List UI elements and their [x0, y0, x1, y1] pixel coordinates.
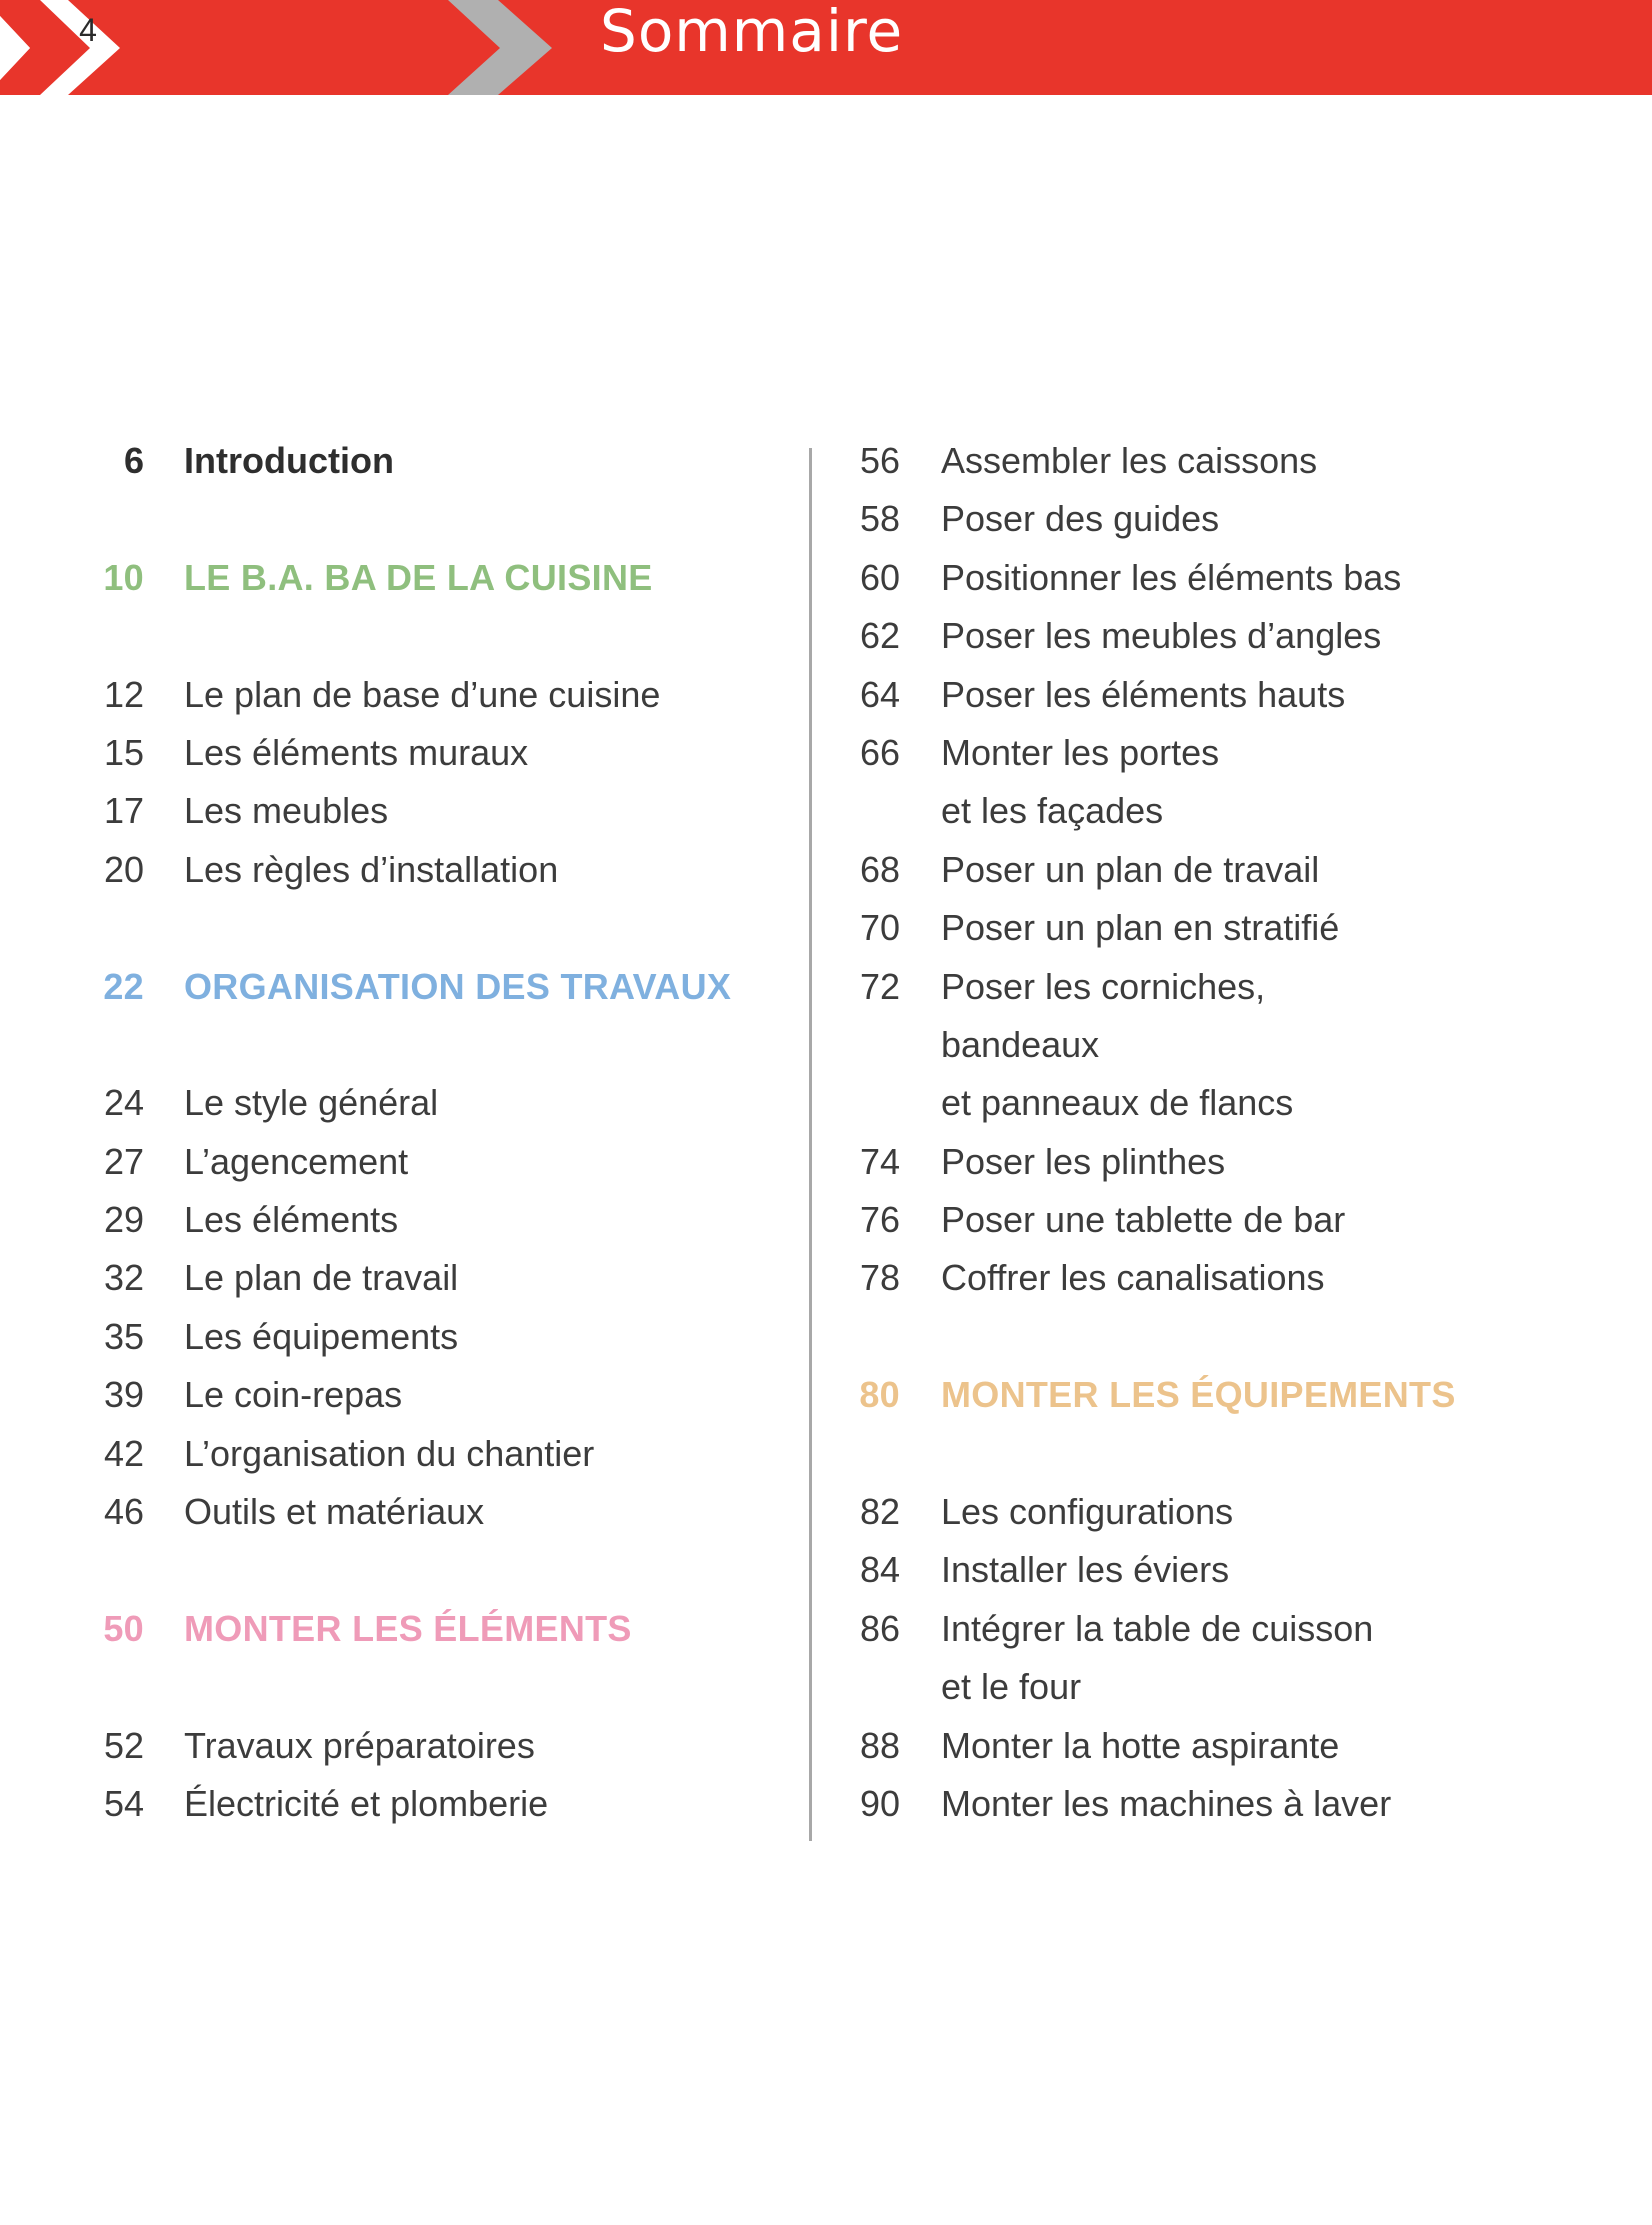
toc-right-column [840, 432, 1620, 1833]
toc-entry [840, 1658, 1620, 1716]
toc-entry-title: Les règles d’installation [184, 848, 559, 890]
toc-entry [840, 1016, 1620, 1074]
toc-page-number: 10 [103, 556, 144, 598]
toc-page-number: 27 [103, 1140, 144, 1182]
toc-entry [840, 490, 1620, 548]
toc-page-number: 82 [859, 1491, 900, 1533]
toc-entry [0, 1074, 800, 1132]
toc-section-heading [0, 958, 800, 1016]
toc-entry [0, 724, 800, 782]
toc-entry [840, 1191, 1620, 1249]
toc-entry-title: ORGANISATION DES TRAVAUX [184, 965, 732, 1007]
toc-entry [840, 1074, 1620, 1132]
toc-entry [840, 607, 1620, 665]
toc-entry-title: L’organisation du chantier [184, 1432, 595, 1474]
toc-entry-title: Monter les machines à laver [941, 1782, 1392, 1824]
toc-entry-title: Poser des guides [941, 498, 1220, 540]
toc-entry-title: et le four [941, 1666, 1082, 1708]
toc-entry [840, 841, 1620, 899]
toc-page-number: 62 [859, 615, 900, 657]
toc-page-number: 90 [859, 1782, 900, 1824]
toc-page-number: 68 [859, 848, 900, 890]
toc-page-number: 35 [103, 1315, 144, 1357]
toc-entry-title: Positionner les éléments bas [941, 556, 1402, 598]
toc-entry-title: Intégrer la table de cuisson [941, 1607, 1374, 1649]
toc-page-number: 70 [859, 907, 900, 949]
toc-intro-entry [0, 432, 800, 490]
toc-entry-title: Assembler les caissons [941, 440, 1318, 481]
toc-section-heading [0, 1600, 800, 1658]
toc-entry [0, 666, 800, 724]
toc-entry [840, 1600, 1620, 1658]
toc-page-number: 54 [103, 1782, 144, 1824]
page-number: 4 [79, 12, 97, 48]
toc-entry-title: et panneaux de flancs [941, 1082, 1294, 1124]
toc-section-heading [0, 549, 800, 607]
toc-entry-title: Poser les éléments hauts [941, 673, 1346, 715]
toc-page-number: 60 [859, 556, 900, 598]
toc-entry-title: Électricité et plomberie [184, 1782, 549, 1824]
toc-page-number: 17 [103, 790, 144, 832]
toc-page-number: 58 [859, 498, 900, 540]
spacer [0, 490, 800, 548]
toc-entry [840, 899, 1620, 957]
header-banner [0, 0, 1652, 95]
toc-entry-title: Les meubles [184, 790, 389, 832]
toc-page-number: 39 [103, 1374, 144, 1416]
toc-entry-title: Le plan de base d’une cuisine [184, 673, 661, 715]
toc-entry [0, 1133, 800, 1191]
toc-entry [0, 782, 800, 840]
toc-entry-title: Les configurations [941, 1491, 1234, 1533]
toc-entry [0, 1191, 800, 1249]
spacer [0, 1658, 800, 1716]
toc-page-number: 6 [123, 440, 144, 481]
toc-entry-title: MONTER LES ÉLÉMENTS [184, 1607, 632, 1649]
toc-entry [840, 1717, 1620, 1775]
toc-entry [840, 1483, 1620, 1541]
toc-page-number: 52 [103, 1724, 144, 1766]
toc-entry [0, 1249, 800, 1307]
toc-entry-title: bandeaux [941, 1023, 1100, 1065]
toc-entry-title: MONTER LES ÉQUIPEMENTS [941, 1374, 1456, 1416]
toc-entry-title: Monter les portes [941, 731, 1220, 773]
toc-entry-title: Les éléments [184, 1199, 399, 1241]
toc-page-number: 66 [859, 731, 900, 773]
spacer [0, 899, 800, 957]
toc-entry-title: Monter la hotte aspirante [941, 1724, 1340, 1766]
toc-page-number: 64 [859, 673, 900, 715]
toc-page-number: 24 [103, 1082, 144, 1124]
toc-entry [840, 958, 1620, 1016]
toc-page-number: 22 [103, 965, 144, 1007]
toc-entry-title: L’agencement [184, 1140, 409, 1182]
toc-entry [0, 1717, 800, 1775]
toc-page-number: 20 [103, 848, 144, 890]
toc-entry-title: Installer les éviers [941, 1549, 1230, 1591]
toc-entry-title: Poser une tablette de bar [941, 1199, 1346, 1241]
spacer [840, 1425, 1620, 1483]
toc-entry-title: Coffrer les canalisations [941, 1257, 1325, 1299]
toc-page-number: 32 [103, 1257, 144, 1299]
toc-page-number: 84 [859, 1549, 900, 1591]
toc-entry-title: Le style général [184, 1082, 439, 1124]
spacer [0, 1541, 800, 1599]
toc-entry-title: Outils et matériaux [184, 1491, 485, 1533]
toc-entry [0, 1775, 800, 1833]
toc-entry-title: Les équipements [184, 1315, 459, 1357]
toc-entry [0, 1366, 800, 1424]
toc-entry-title: Poser les corniches, [941, 965, 1266, 1007]
toc-entry-title: Poser un plan de travail [941, 848, 1320, 890]
toc-entry-title: Les éléments muraux [184, 731, 529, 773]
toc-page-number: 42 [103, 1432, 144, 1474]
toc-entry-title: Introduction [184, 440, 394, 481]
toc-entry [0, 1308, 800, 1366]
toc-page-number: 86 [859, 1607, 900, 1649]
toc-entry-title: Le coin-repas [184, 1374, 403, 1416]
toc-page-number: 12 [103, 673, 144, 715]
toc-entry [0, 1425, 800, 1483]
toc-entry [840, 1249, 1620, 1307]
toc-entry-title: Poser les meubles d’angles [941, 615, 1382, 657]
toc-page-number: 74 [859, 1140, 900, 1182]
toc-entry [840, 1775, 1620, 1833]
toc-entry [840, 782, 1620, 840]
toc-entry [840, 432, 1620, 490]
spacer [840, 1308, 1620, 1366]
toc-page-number: 78 [859, 1257, 900, 1299]
toc-entry [0, 1483, 800, 1541]
toc-page-number: 15 [103, 731, 144, 773]
toc-entry-title: Poser les plinthes [941, 1140, 1226, 1182]
toc-page-number: 76 [859, 1199, 900, 1241]
toc-entry-title: et les façades [941, 790, 1164, 832]
toc-entry [840, 724, 1620, 782]
toc-section-heading [840, 1366, 1620, 1424]
toc-entry [0, 841, 800, 899]
toc-page-number: 56 [859, 440, 900, 481]
toc-entry-title: LE B.A. BA DE LA CUISINE [184, 556, 653, 598]
toc-page-number: 50 [103, 1607, 144, 1649]
toc-entry-title: Poser un plan en stratifié [941, 907, 1340, 949]
toc-page-number: 80 [859, 1374, 900, 1416]
spacer [0, 1016, 800, 1074]
toc-entry-title: Le plan de travail [184, 1257, 459, 1299]
toc-left-column [0, 432, 800, 1833]
toc-page-number: 88 [859, 1724, 900, 1766]
toc-entry [840, 549, 1620, 607]
toc-entry [840, 666, 1620, 724]
toc-entry [840, 1541, 1620, 1599]
page-title: Sommaire [600, 0, 904, 65]
toc-entry-title: Travaux préparatoires [184, 1724, 535, 1766]
toc-page-number: 46 [103, 1491, 144, 1533]
spacer [0, 607, 800, 665]
column-divider [809, 448, 812, 1841]
toc-entry [840, 1133, 1620, 1191]
toc-page-number: 29 [103, 1199, 144, 1241]
toc-page-number: 72 [859, 965, 900, 1007]
